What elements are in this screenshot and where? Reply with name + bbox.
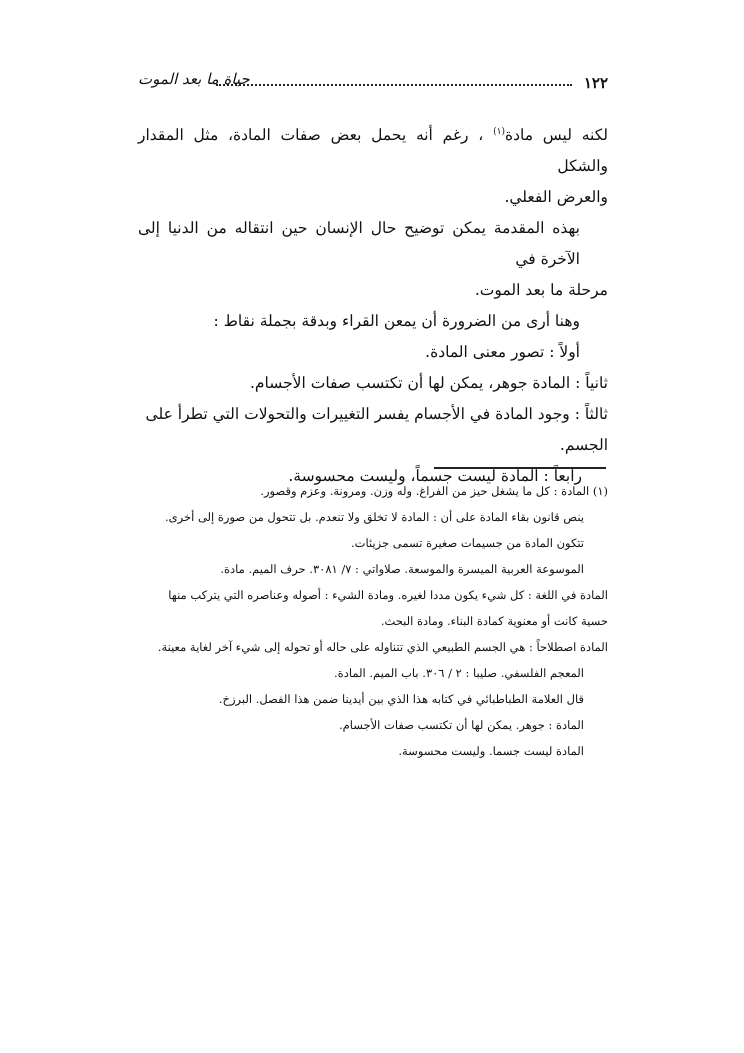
running-title: حياة ما بعد الموت [138,70,250,88]
point-3-line-2: الجسم. [559,436,608,454]
footnotes [138,478,608,764]
footnote-line: المادة : جوهر. يمكن لها أن تكتسب صفات الأجسام. [338,718,584,732]
footnote-line: المادة في اللغة : كل شيء يكون مددا لغيره. ومادة الشيء : أصوله وعناصره التي يتركب منها [168,588,608,602]
footnote-line: المادة ليست جسما. وليست محسوسة. [398,744,584,758]
footnote-line: ينص قانون بقاء المادة على أن : المادة لا تخلق ولا تنعدم. بل تتحول من صورة إلى أخرى. [165,510,584,524]
footnote-separator [434,467,606,469]
paragraph-3: وهنا أرى من الضرورة أن يمعن القراء وبدقة بجملة نقاط : [213,312,580,330]
point-1: أولاً : تصور معنى المادة. [425,343,580,361]
header-dotted-leader [216,84,572,86]
footnote-line: المادة اصطلاحاً : هي الجسم الطبيعي الذي تتناوله على حاله أو تحوله إلى شيء آخر لغاية معينة. [157,640,608,654]
footnote-line: حسية كانت أو معنوية كمادة البناء. ومادة البحث. [380,614,608,628]
paragraph-1-text: لكنه ليس مادة [504,126,608,144]
footnote-line: تتكون المادة من جسيمات صغيرة تسمى جزيئات. [350,536,584,550]
point-3: ثالثاً : وجود المادة في الأجسام يفسر التغييرات والتحولات التي تطرأ على [145,405,608,423]
point-2: ثانياً : المادة جوهر، يمكن لها أن تكتسب صفات الأجسام. [250,374,608,392]
paragraph-1-line-2: والعرض الفعلي. [504,188,608,206]
paragraph-1 [138,120,608,182]
paragraph-2: بهذه المقدمة يمكن توضيح حال الإنسان حين انتقاله من الدنيا إلى الآخرة في [138,219,580,268]
footnote-line: قال العلامة الطباطبائي في كتابه هذا الذي بين أيدينا ضمن هذا الفصل. البرزخ. [218,692,584,706]
footnote-line: الموسوعة العربية الميسرة والموسعة. صلاواتي : ٧/ ٣٠٨١. حرف الميم. مادة. [220,562,584,576]
page-header [138,70,608,96]
footnote-line: (١) المادة : كل ما يشغل حيز من الفراغ. وله وزن. ومرونة. وعزم وقصور. [260,484,608,498]
footnote-marker: (١) [493,126,505,137]
body-text [138,120,608,492]
footnote-line: المعجم الفلسفي. صليبا : ٢ / ٣٠٦. باب الميم. المادة. [334,666,584,680]
point-4: رابعاً : المادة ليست جسماً، وليست محسوسة. [288,467,582,485]
paragraph-1-text-cont: ، رغم أنه يحمل بعض صفات المادة، مثل المقدار والشكل [138,126,608,175]
page-number: ١٢٢ [583,74,608,92]
paragraph-2-line-2: مرحلة ما بعد الموت. [474,281,608,299]
